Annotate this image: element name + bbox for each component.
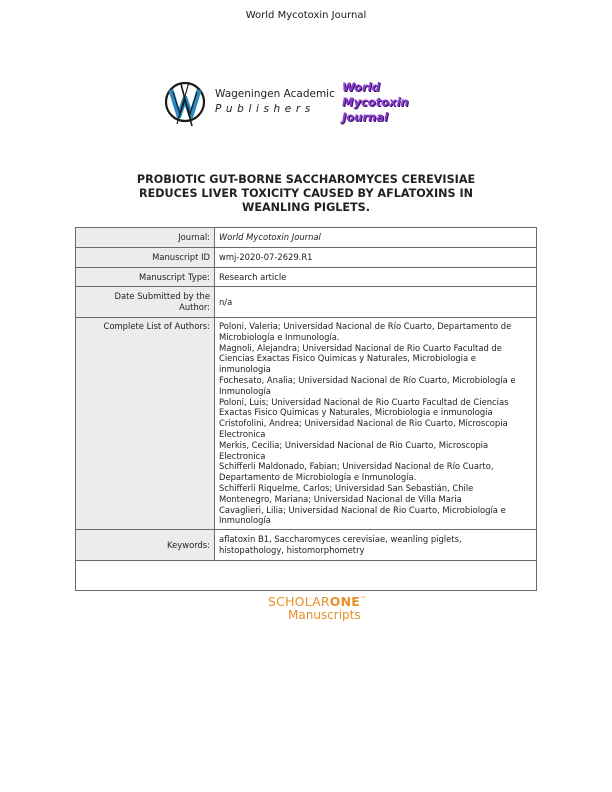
title-line: PROBIOTIC GUT-BORNE SACCHAROMYCES CEREVISIAE	[136, 173, 476, 186]
date-submitted-row	[76, 287, 537, 318]
paper-title	[100, 173, 512, 215]
author-line: Exactas Fisico Quimicas y Naturales, Microbiologia e inmunologia	[219, 407, 493, 418]
author-line: Electronica	[219, 450, 266, 461]
author-line: Schifferli Riquelme, Carlos; Universidad San Sebastián, Chile	[219, 482, 474, 493]
author-line: Cristofolini, Andrea; Universidad Nacional de Rio Cuarto, Microscopia	[219, 418, 508, 429]
manuscript-metadata-table	[75, 227, 537, 591]
authors-label: Complete List of Authors:	[76, 317, 215, 529]
author-line: Microbiología e Inmunología.	[219, 331, 340, 342]
journal-row	[76, 228, 537, 248]
manuscript-id-value: wmj-2020-07-2629.R1	[215, 247, 537, 267]
date-submitted-label	[76, 287, 215, 318]
scholarone-logo	[268, 594, 378, 622]
manuscript-id-label: Manuscript ID	[76, 247, 215, 267]
journal-logo-line: Mycotoxin	[342, 95, 409, 109]
keywords-line: aflatoxin B1, Saccharomyces cerevisiae, weanling piglets,	[219, 534, 462, 545]
manuscript-type-label: Manuscript Type:	[76, 267, 215, 287]
author-line: Inmunología	[219, 515, 271, 526]
keywords-row	[76, 530, 537, 561]
keywords-value	[215, 530, 537, 561]
manuscript-type-row	[76, 267, 537, 287]
title-line: REDUCES LIVER TOXICITY CAUSED BY AFLATOXINS IN	[138, 187, 474, 200]
scholarone-manuscripts: Manuscripts	[288, 608, 361, 622]
manuscript-type-value: Research article	[215, 267, 537, 287]
author-line: Electronica	[219, 428, 266, 439]
date-submitted-label-line2: Author:	[179, 302, 210, 313]
author-line: Poloni, Valeria; Universidad Nacional de Río Cuarto, Departamento de	[219, 320, 512, 331]
scholarone-scholar: SCHOLAR	[268, 594, 330, 609]
author-line: inmunologia	[219, 364, 271, 375]
authors-list	[215, 317, 537, 529]
publisher-name-line2: Publishers	[215, 103, 315, 115]
authors-row	[76, 317, 537, 529]
keywords-line: histopathology, histomorphometry	[219, 544, 365, 555]
wageningen-publisher-logo	[163, 76, 335, 130]
scholarone-wordmark	[268, 594, 378, 609]
journal-logo-line: World	[342, 80, 380, 94]
empty-row	[76, 560, 537, 590]
manuscript-id-row	[76, 247, 537, 267]
author-line: Merkis, Cecilia; Universidad Nacional de Rio Cuarto, Microscopia	[219, 439, 489, 450]
journal-logo-line: Journal	[342, 110, 388, 124]
trademark-symbol: ™	[360, 595, 367, 603]
keywords-label: Keywords:	[76, 530, 215, 561]
journal-logo	[342, 80, 414, 125]
author-line: Ciencias Exactas Fisico Quimicas y Naturales, Microbiologia e	[219, 353, 476, 364]
author-line: Inmunología	[219, 385, 271, 396]
author-line: Fochesato, Analia; Universidad Nacional de Río Cuarto, Microbiología e	[219, 374, 516, 385]
publisher-name-line1: Wageningen Academic	[215, 88, 335, 100]
journal-label: Journal:	[76, 228, 215, 248]
date-submitted-label-line1: Date Submitted by the	[114, 291, 210, 302]
author-line: Montenegro, Mariana; Universidad Nacional de Villa Maria	[219, 493, 462, 504]
author-line: Magnoli, Alejandra; Universidad Nacional de Rio Cuarto Facultad de	[219, 342, 502, 353]
date-submitted-value: n/a	[215, 287, 537, 318]
running-head: World Mycotoxin Journal	[245, 10, 367, 21]
title-line: WEANLING PIGLETS.	[242, 201, 370, 214]
author-line: Cavaglieri, Lilia; Universidad Nacional de Rio Cuarto, Microbiología e	[219, 504, 506, 515]
author-line: Departamento de Microbiología e Inmunología.	[219, 472, 417, 483]
author-line: Poloni, Luis; Universidad Nacional de Rio Cuarto Facultad de Ciencias	[219, 396, 509, 407]
scholarone-one: ONE	[329, 594, 361, 609]
wageningen-emblem-icon	[163, 76, 211, 130]
empty-cell	[76, 560, 537, 590]
journal-value: World Mycotoxin Journal	[215, 228, 537, 248]
author-line: Schifferli Maldonado, Fabian; Universidad Nacional de Río Cuarto,	[219, 461, 494, 472]
